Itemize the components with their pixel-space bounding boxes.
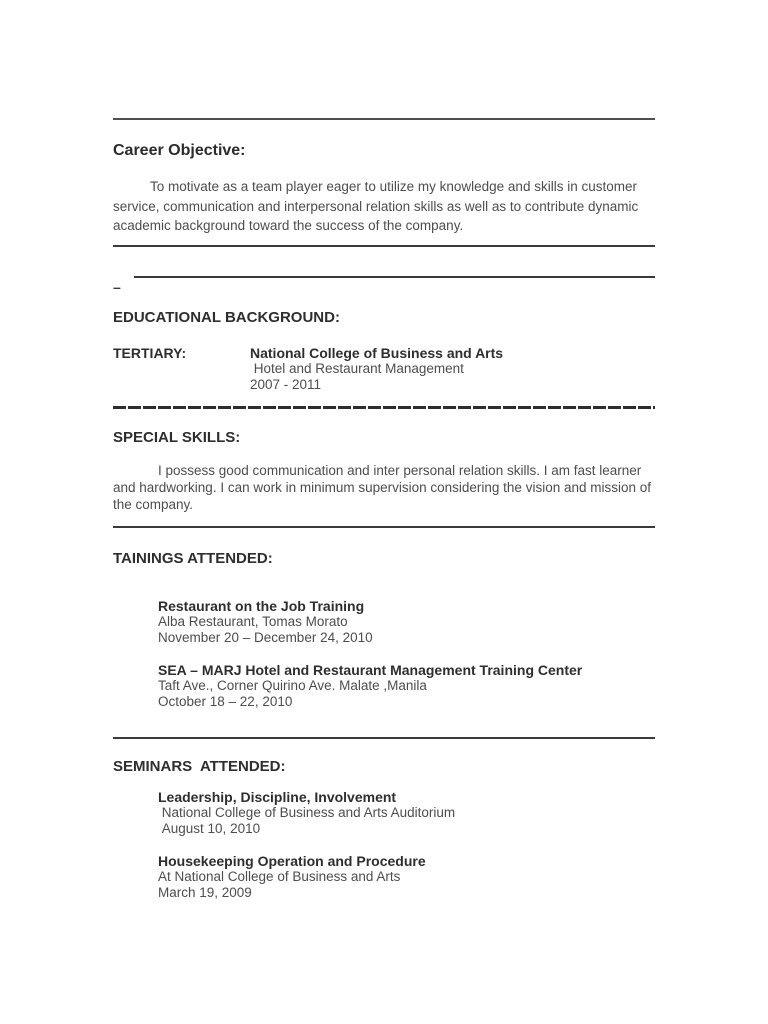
seminar-title: Housekeeping Operation and Procedure: [158, 852, 426, 869]
training-entry: [158, 598, 655, 646]
indented-divider: [134, 276, 655, 278]
seminars-attended-heading: SEMINARS ATTENDED:: [113, 757, 286, 775]
seminar-location: National College of Business and Arts Auditorium: [158, 804, 456, 820]
education-years: 2007 - 2011: [250, 376, 322, 392]
career-objective-text: To motivate as a team player eager to utilize my knowledge and skills in customer service, communication and interpersonal relation skills as well as to contribute dynamic academic background toward the success of the company.: [113, 179, 639, 233]
trainings-list: [113, 598, 655, 710]
course-name: Hotel and Restaurant Management: [250, 360, 464, 376]
tertiary-label: TERTIARY:: [113, 344, 187, 361]
stray-dash-mark: –: [113, 278, 121, 295]
training-entry: [158, 662, 655, 710]
school-name: National College of Business and Arts: [250, 344, 504, 361]
divider-after-trainings: [113, 737, 655, 739]
special-skills-heading: SPECIAL SKILLS:: [113, 428, 241, 446]
educational-background-heading: EDUCATIONAL BACKGROUND:: [113, 308, 340, 326]
seminar-date: March 19, 2009: [158, 884, 252, 900]
divider-after-objective: [113, 245, 655, 247]
seminar-date: August 10, 2010: [158, 820, 261, 836]
seminar-entry: [158, 853, 655, 901]
training-date: November 20 – December 24, 2010: [158, 629, 373, 645]
education-entry: [113, 345, 655, 393]
education-details: [250, 345, 655, 393]
seminar-location: At National College of Business and Arts: [158, 868, 401, 884]
special-skills-text: I possess good communication and inter personal relation skills. I am fast learner and hardworking. I can work in minimum supervision considering the vision and mission of the company.: [113, 462, 652, 512]
top-divider: [113, 118, 655, 120]
seminars-list: [113, 789, 655, 901]
training-date: October 18 – 22, 2010: [158, 693, 293, 709]
divider-after-skills: [113, 526, 655, 528]
training-location: Alba Restaurant, Tomas Morato: [158, 613, 348, 629]
underscore-divider: [113, 406, 655, 409]
career-objective-heading: Career Objective:: [113, 142, 246, 159]
training-location: Taft Ave., Corner Quirino Ave. Malate ,Manila: [158, 677, 427, 693]
training-title: Restaurant on the Job Training: [158, 597, 365, 614]
seminar-title: Leadership, Discipline, Involvement: [158, 788, 397, 805]
training-title: SEA – MARJ Hotel and Restaurant Management Training Center: [158, 661, 583, 678]
seminar-entry: [158, 789, 655, 837]
trainings-attended-heading: TAININGS ATTENDED:: [113, 549, 273, 567]
